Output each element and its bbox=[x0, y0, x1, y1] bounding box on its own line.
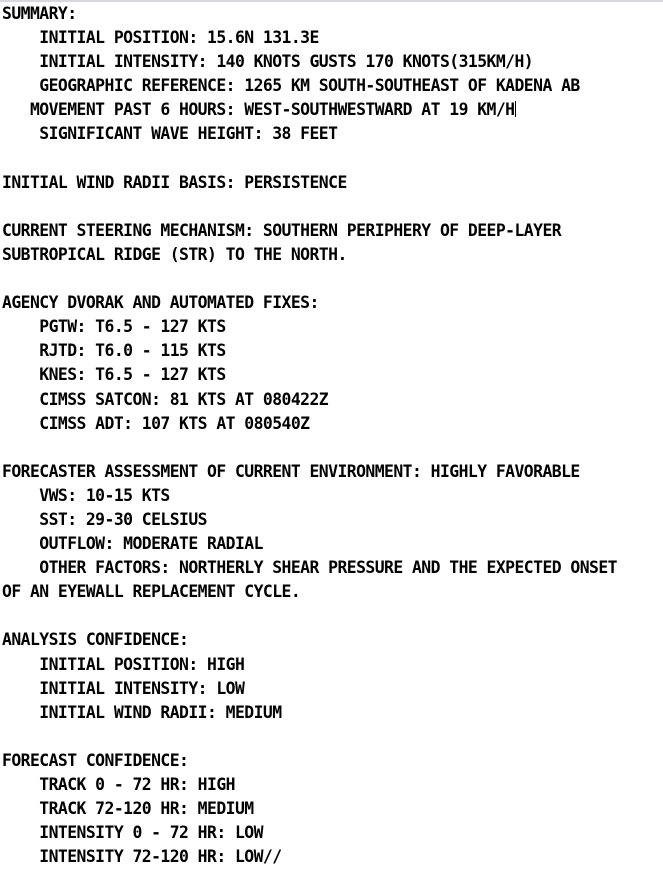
bulletin-line: TRACK 0 - 72 HR: HIGH bbox=[2, 775, 235, 794]
section-heading-agency-dvorak-and-automated-fixes: AGENCY DVORAK AND AUTOMATED FIXES: bbox=[2, 293, 319, 313]
bulletin-line: INITIAL INTENSITY: LOW bbox=[2, 678, 245, 698]
bulletin-line: MOVEMENT PAST 6 HOURS: WEST-SOUTHWESTWARD AT 19 KM/H bbox=[2, 100, 515, 120]
bulletin-line: INITIAL POSITION: 15.6N 131.3E bbox=[2, 28, 319, 48]
bulletin-line: OTHER FACTORS: NORTHERLY SHEAR PRESSURE AND THE EXPECTED ONSET bbox=[2, 558, 617, 578]
section-heading-summary: SUMMARY: bbox=[2, 4, 77, 23]
blank-line bbox=[2, 725, 663, 749]
bulletin-line: INITIAL INTENSITY: 140 KNOTS GUSTS 170 KNOTS(315KM/H) bbox=[2, 52, 534, 72]
blank-line bbox=[2, 604, 663, 628]
blank-line bbox=[2, 147, 663, 171]
bulletin-line: TRACK 72-120 HR: MEDIUM bbox=[2, 799, 254, 819]
section-heading-initial-wind-radii-basis: INITIAL WIND RADII BASIS: PERSISTENCE bbox=[2, 172, 347, 192]
section-heading-forecaster-assessment: FORECASTER ASSESSMENT OF CURRENT ENVIRONMENT: HIGHLY FAVORABLE bbox=[2, 461, 580, 481]
text-caret bbox=[515, 101, 516, 117]
bulletin-line: SUBTROPICAL RIDGE (STR) TO THE NORTH. bbox=[2, 244, 347, 264]
bulletin-line: INTENSITY 0 - 72 HR: LOW bbox=[2, 823, 263, 843]
blank-line bbox=[2, 195, 663, 219]
bulletin-line: RJTD: T6.0 - 115 KTS bbox=[2, 341, 226, 361]
section-heading-forecast-confidence: FORECAST CONFIDENCE: bbox=[2, 750, 189, 770]
bulletin-line: CIMSS ADT: 107 KTS AT 080540Z bbox=[2, 413, 310, 433]
bulletin-line: INITIAL POSITION: HIGH bbox=[2, 654, 245, 674]
section-heading-current-steering-mechanism: CURRENT STEERING MECHANISM: SOUTHERN PERIPHERY OF DEEP-LAYER bbox=[2, 220, 562, 240]
blank-line bbox=[2, 436, 663, 460]
bulletin-line: KNES: T6.5 - 127 KTS bbox=[2, 365, 226, 385]
bulletin-line: VWS: 10-15 KTS bbox=[2, 485, 170, 505]
bulletin-line: GEOGRAPHIC REFERENCE: 1265 KM SOUTH-SOUTHEAST OF KADENA AB bbox=[2, 76, 580, 96]
blank-line bbox=[2, 267, 663, 291]
bulletin-line: OUTFLOW: MODERATE RADIAL bbox=[2, 534, 263, 554]
section-heading-analysis-confidence: ANALYSIS CONFIDENCE: bbox=[2, 630, 189, 650]
bulletin-line: OF AN EYEWALL REPLACEMENT CYCLE. bbox=[2, 582, 301, 602]
bulletin-line: INTENSITY 72-120 HR: LOW// bbox=[2, 847, 282, 867]
bulletin-line: CIMSS SATCON: 81 KTS AT 080422Z bbox=[2, 389, 329, 409]
bulletin-line: SST: 29-30 CELSIUS bbox=[2, 509, 207, 529]
bulletin-line: SIGNIFICANT WAVE HEIGHT: 38 FEET bbox=[2, 124, 338, 144]
bulletin-line: INITIAL WIND RADII: MEDIUM bbox=[2, 702, 282, 722]
bulletin-line: PGTW: T6.5 - 127 KTS bbox=[2, 317, 226, 337]
